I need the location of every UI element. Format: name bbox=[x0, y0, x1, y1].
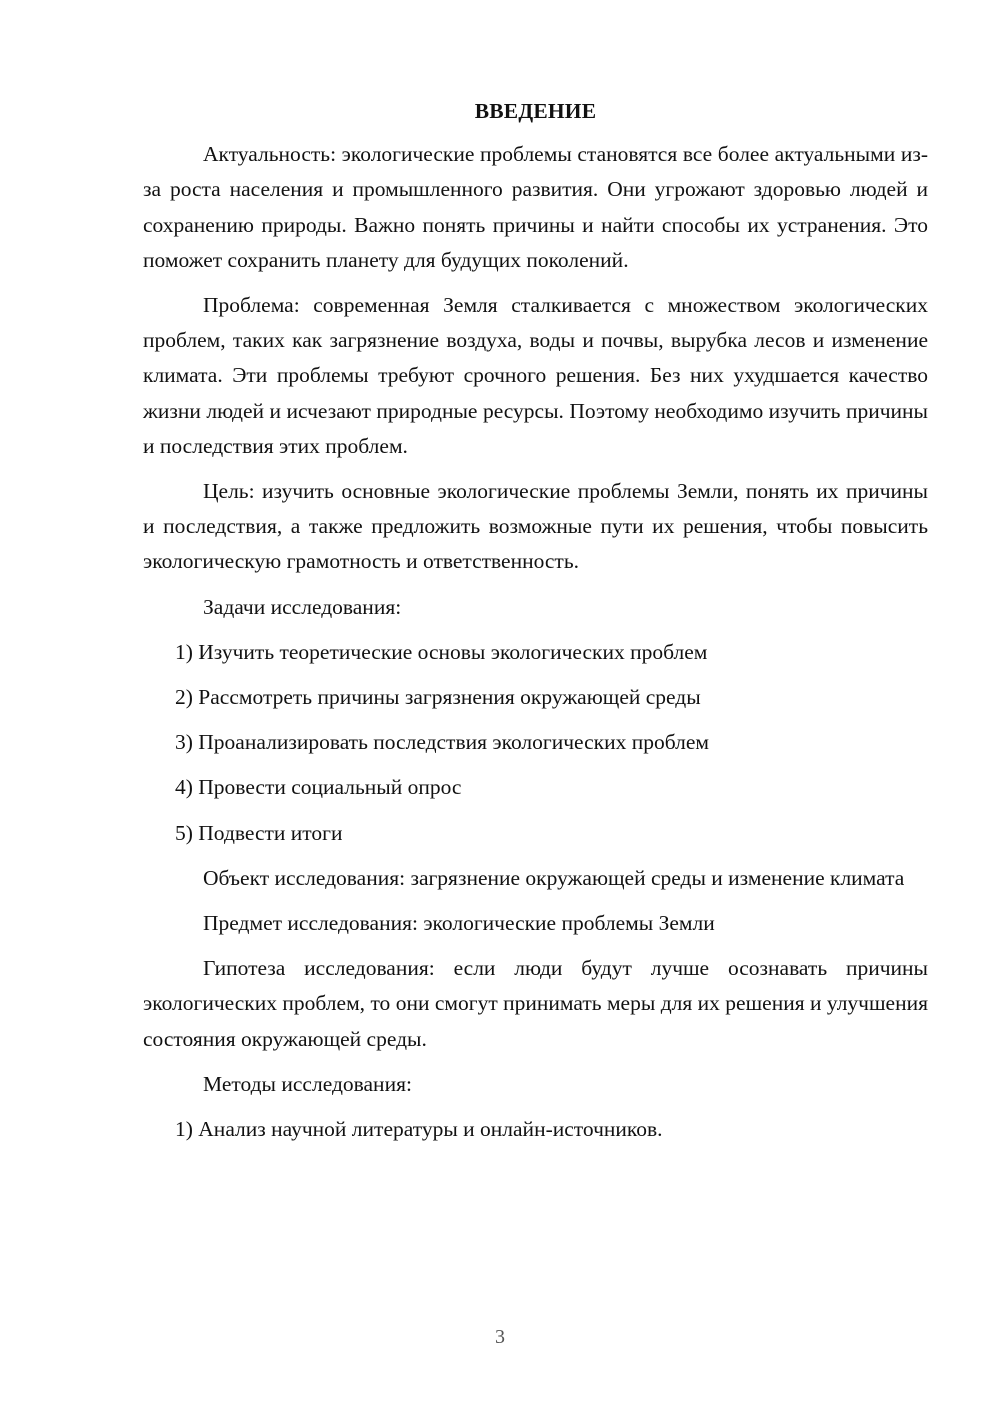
document-body bbox=[143, 94, 928, 1157]
list-item: 4) Провести социальный опрос bbox=[175, 775, 462, 800]
list-item: 1) Изучить теоретические основы экологических проблем bbox=[175, 639, 708, 664]
subject-paragraph: Предмет исследования: экологические проблемы Земли bbox=[203, 911, 715, 936]
list-item: 3) Проанализировать последствия экологических проблем bbox=[175, 730, 710, 755]
hypothesis-paragraph: Гипотеза исследования: если люди будут лучше осознавать причины экологических проблем, то они смогут принимать меры для их решения и улучшения состояния окружающей среды. bbox=[143, 956, 928, 1051]
tasks-heading: Задачи исследования: bbox=[203, 594, 402, 619]
problem-paragraph: Проблема: современная Земля сталкивается с множеством экологических проблем, таких как загрязнение воздуха, воды и почвы, вырубка лесов и изменение климата. Эти проблемы требуют срочного решения. Без них ухудшается качество жизни людей и исчезают природные ресурсы. Поэтому необходимо изучить причины и последствия этих проблем. bbox=[143, 293, 928, 458]
methods-list bbox=[143, 1112, 928, 1147]
list-item: 1) Анализ научной литературы и онлайн-источников. bbox=[175, 1117, 663, 1142]
relevance-paragraph: Актуальность: экологические проблемы становятся все более актуальными из-за роста населения и промышленного развития. Они угрожают здоровью людей и сохранению природы. Важно понять причины и найти способы их устранения. Это поможет сохранить планету для будущих поколений. bbox=[143, 142, 928, 272]
page-number: 3 bbox=[495, 1326, 505, 1348]
list-item: 2) Рассмотреть причины загрязнения окружающей среды bbox=[175, 685, 701, 710]
tasks-list bbox=[143, 635, 928, 851]
object-paragraph: Объект исследования: загрязнение окружающей среды и изменение климата bbox=[203, 865, 905, 890]
methods-heading: Методы исследования: bbox=[203, 1071, 412, 1096]
list-item: 5) Подвести итоги bbox=[175, 820, 343, 845]
goal-paragraph: Цель: изучить основные экологические проблемы Земли, понять их причины и последствия, а также предложить возможные пути их решения, чтобы повысить экологическую грамотность и ответственность. bbox=[143, 479, 928, 574]
page-title: ВВЕДЕНИЕ bbox=[474, 99, 597, 123]
